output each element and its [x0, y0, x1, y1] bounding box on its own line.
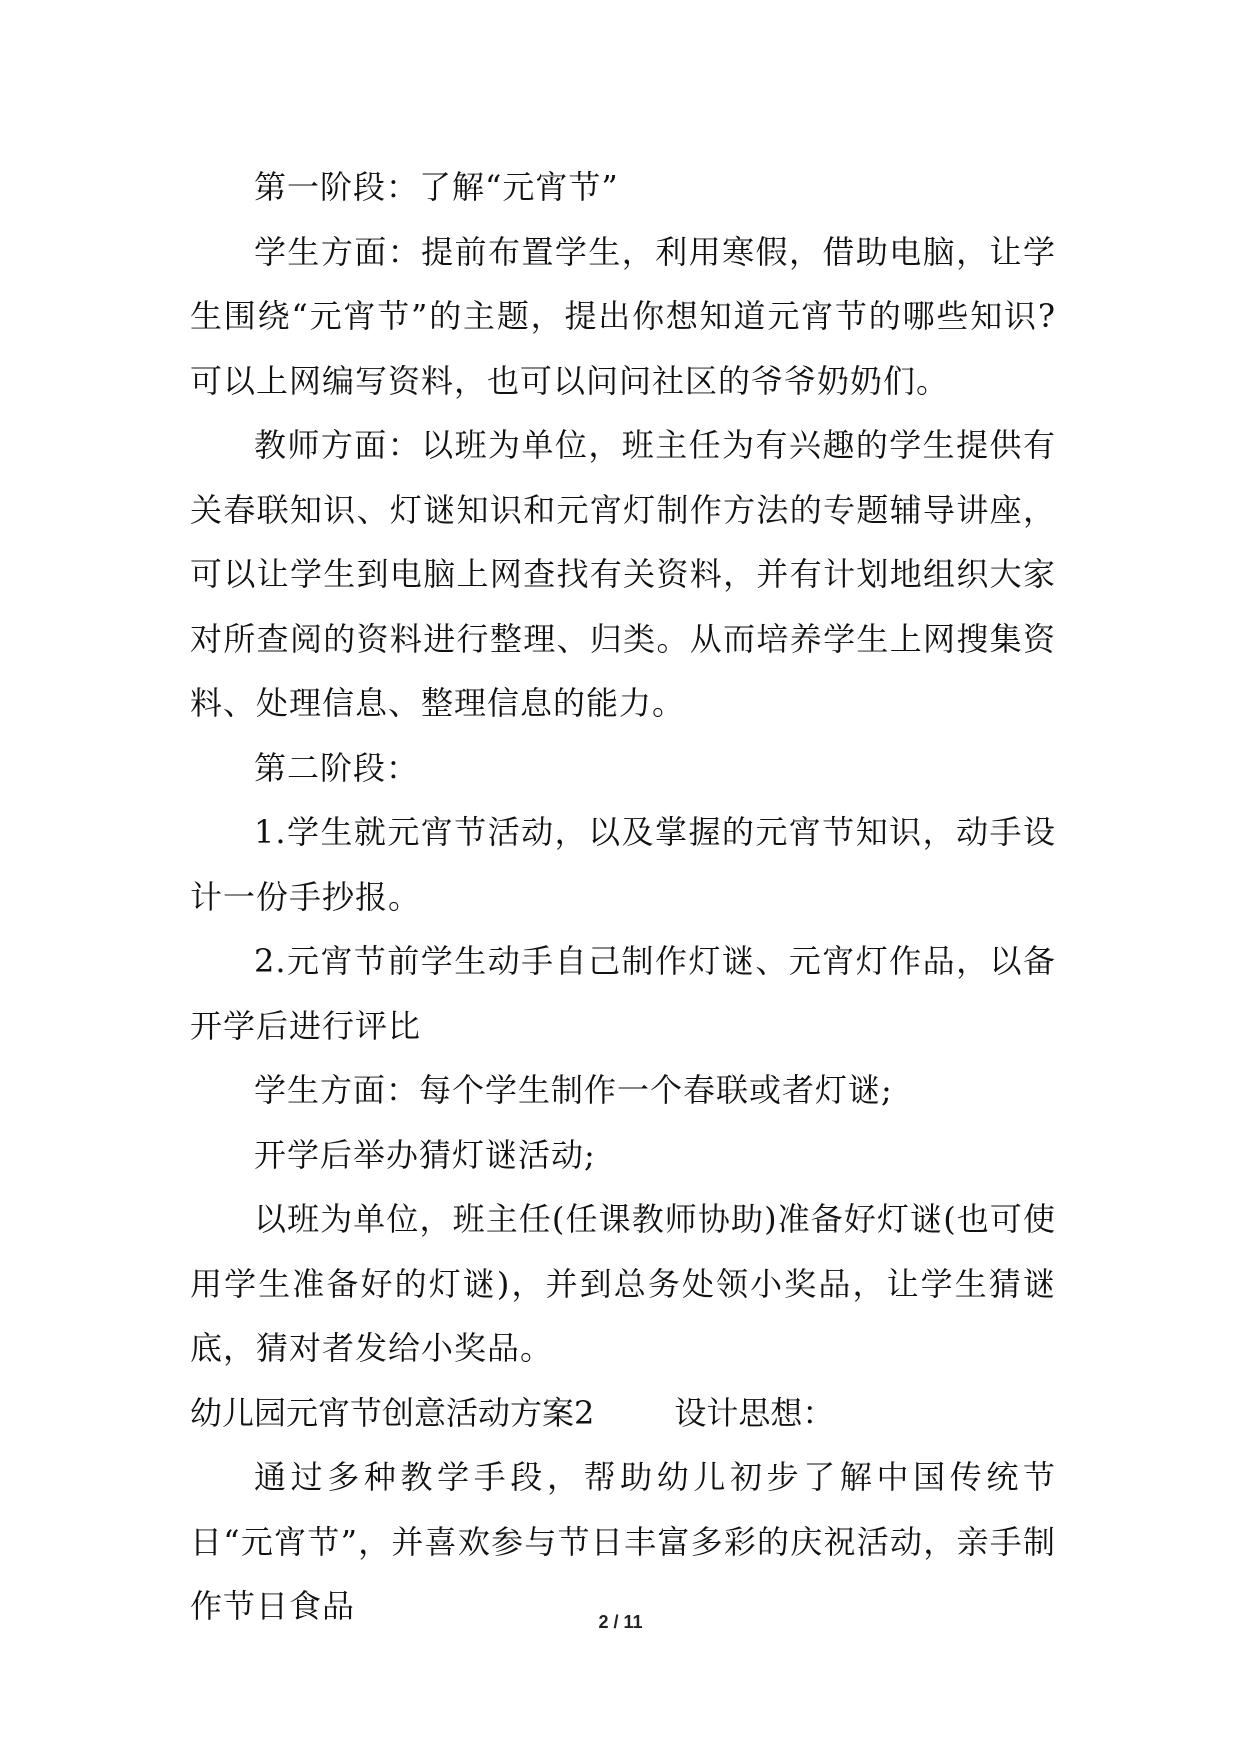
section-subtitle: 设计思想：	[674, 1393, 835, 1432]
paragraph-stage-one-title: 第一阶段：了解“元宵节”	[254, 168, 619, 206]
paragraph-stage-two-title: 第二阶段：	[254, 748, 420, 787]
paragraph-item-2: 2.元宵节前学生动手自己制作灯谜、元宵灯作品，以备开学后进行评比	[190, 942, 1056, 1045]
paragraph-item-1: 1.学生就元宵节活动，以及掌握的元宵节知识，动手设计一份手抄报。	[190, 813, 1056, 916]
paragraph-design-intent: 通过多种教学手段，帮助幼儿初步了解中国传统节日“元宵节”，并喜欢参与节日丰富多彩的庆祝活动，亲手制作节日食品	[190, 1458, 1056, 1625]
document-body	[190, 155, 1056, 1639]
paragraph-riddle-activity: 开学后举办猜灯谜活动;	[254, 1135, 596, 1174]
page-number: 2 / 11	[598, 1612, 643, 1632]
section-heading	[190, 1381, 1056, 1446]
paragraph-students-prep: 学生方面：提前布置学生，利用寒假，借助电脑，让学生围绕“元宵节”的主题，提出你想知道元宵节的哪些知识?可以上网编写资料，也可以问问社区的爷爷奶奶们。	[190, 232, 1056, 400]
section-title: 幼儿园元宵节创意活动方案2	[190, 1393, 595, 1432]
paragraph-teachers-prep: 教师方面：以班为单位，班主任为有兴趣的学生提供有关春联知识、灯谜知识和元宵灯制作方法的专题辅导讲座，可以让学生到电脑上网查找有关资料，并有计划地组织大家对所查阅的资料进行整理、归类。从而培养学生上网搜集资料、处理信息、整理信息的能力。	[190, 426, 1056, 722]
paragraph-students-task: 学生方面：每个学生制作一个春联或者灯谜;	[254, 1071, 893, 1109]
paragraph-class-prep: 以班为单位，班主任(任课教师协助)准备好灯谜(也可使用学生准备好的灯谜)，并到总务处领小奖品，让学生猜谜底，猜对者发给小奖品。	[190, 1200, 1056, 1367]
